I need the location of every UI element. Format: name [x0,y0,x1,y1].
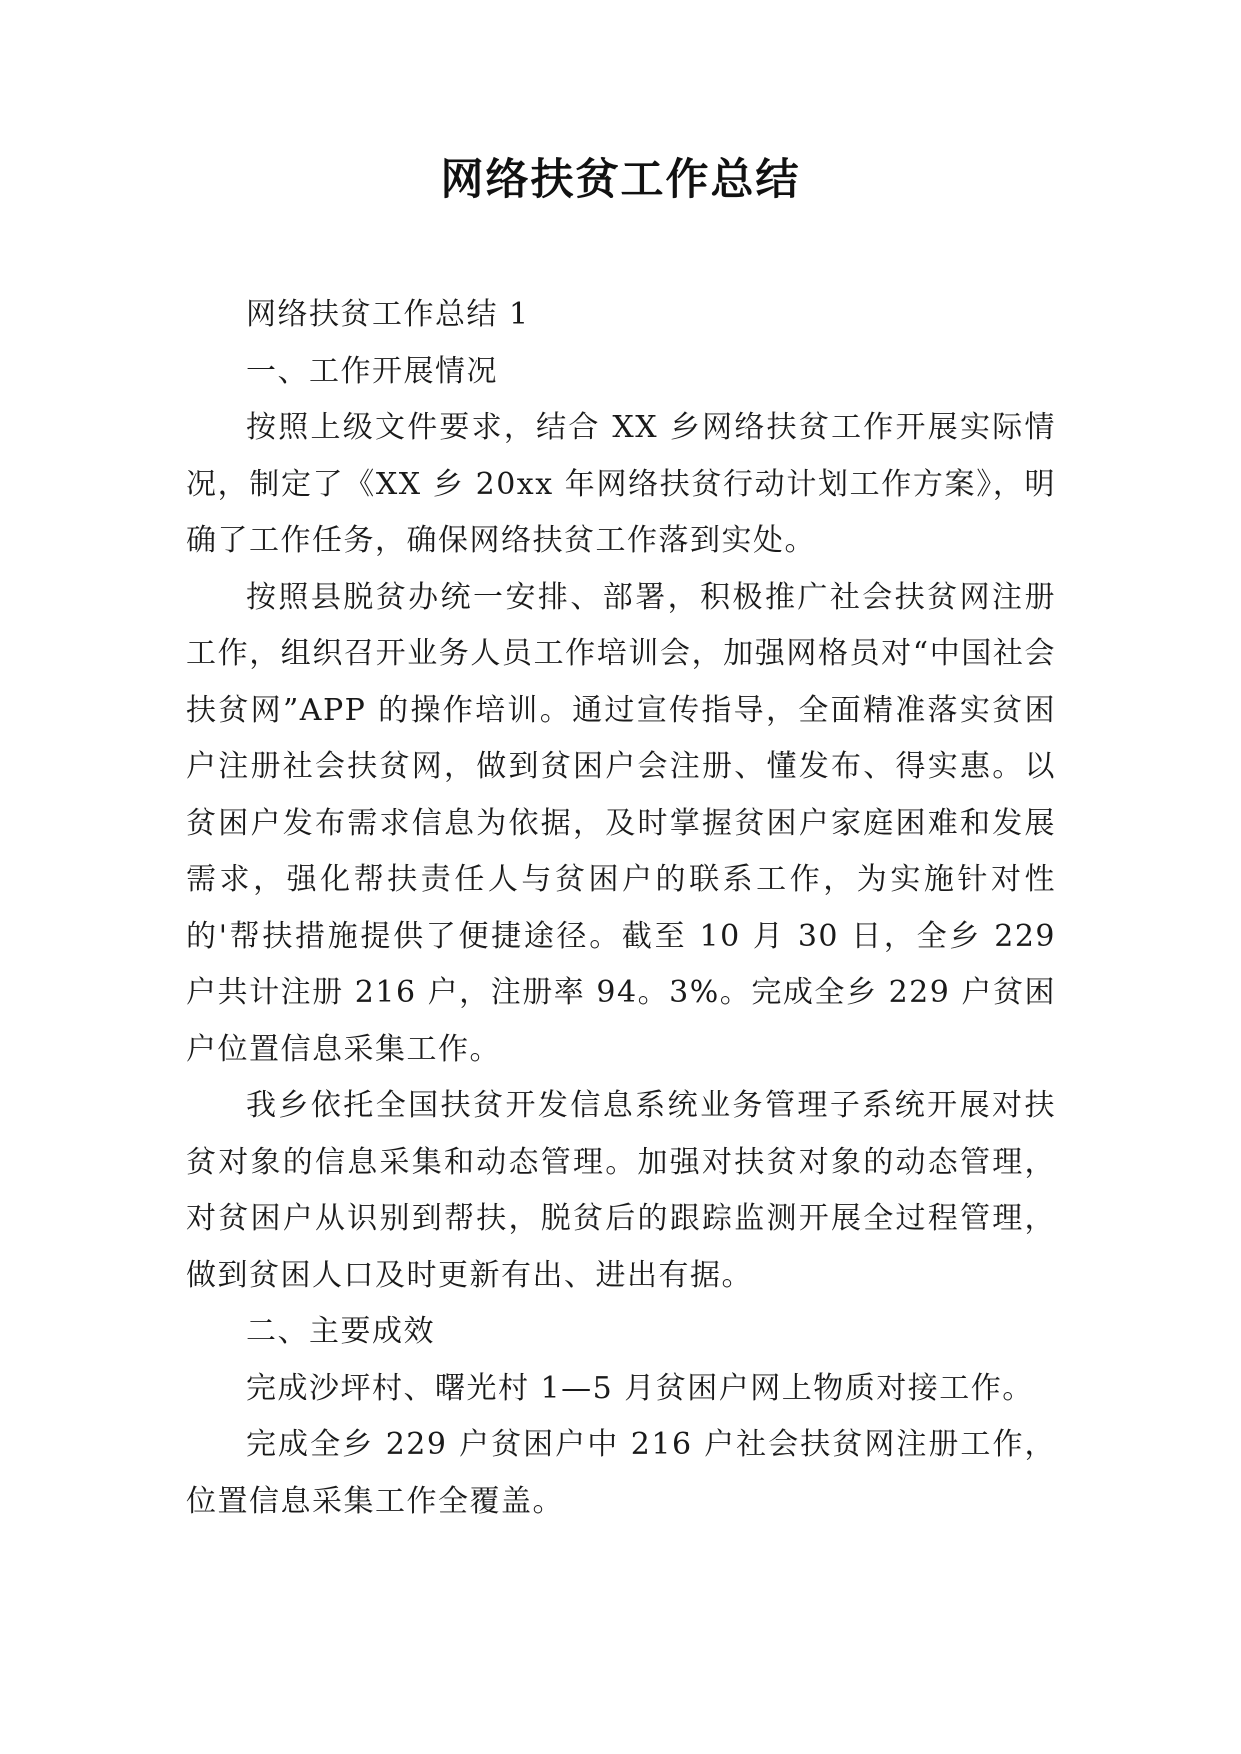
paragraph-dynamic-management: 我乡依托全国扶贫开发信息系统业务管理子系统开展对扶贫对象的信息采集和动态管理。加强对扶贫对象的动态管理，对贫困户从识别到帮扶，脱贫后的跟踪监测开展全过程管理，做到贫困人口及时更新有出、进出有据。 [186,1088,1056,1293]
paragraph-result-1: 完成沙坪村、曙光村 1—5 月贫困户网上物质对接工作。 [246,1370,1034,1406]
paragraph-result-2: 完成全乡 229 户贫困户中 216 户社会扶贫网注册工作，位置信息采集工作全覆盖。 [186,1427,1056,1519]
paragraph-plan: 按照上级文件要求，结合 XX 乡网络扶贫工作开展实际情况，制定了《XX 乡 20xx 年网络扶贫行动计划工作方案》，明确了工作任务，确保网络扶贫工作落到实处。 [186,410,1056,558]
section-heading-1: 一、工作开展情况 [246,353,498,389]
paragraph-subtitle: 网络扶贫工作总结 1 [246,297,530,332]
section-heading-2: 二、主要成效 [246,1314,435,1349]
paragraph-registration: 按照县脱贫办统一安排、部署，积极推广社会扶贫网注册工作，组织召开业务人员工作培训会，加强网格员对“中国社会扶贫网”APP 的操作培训。通过宣传指导，全面精准落实贫困户注册社会扶贫网，做到贫困户会注册、懂发布、得实惠。以贫困户发布需求信息为依据，及时掌握贫困户家庭困难和发展需求，强化帮扶责任人与贫困户的联系工作，为实施针对性的'帮扶措施提供了便捷途径。截至 10 月 30 日，全乡 229 户共计注册 216 户，注册率 94。3%。完成全乡 229 户贫困户位置信息采集工作。 [186,579,1056,1067]
document-body [186,287,1056,1530]
document-title: 网络扶贫工作总结 [440,155,801,205]
